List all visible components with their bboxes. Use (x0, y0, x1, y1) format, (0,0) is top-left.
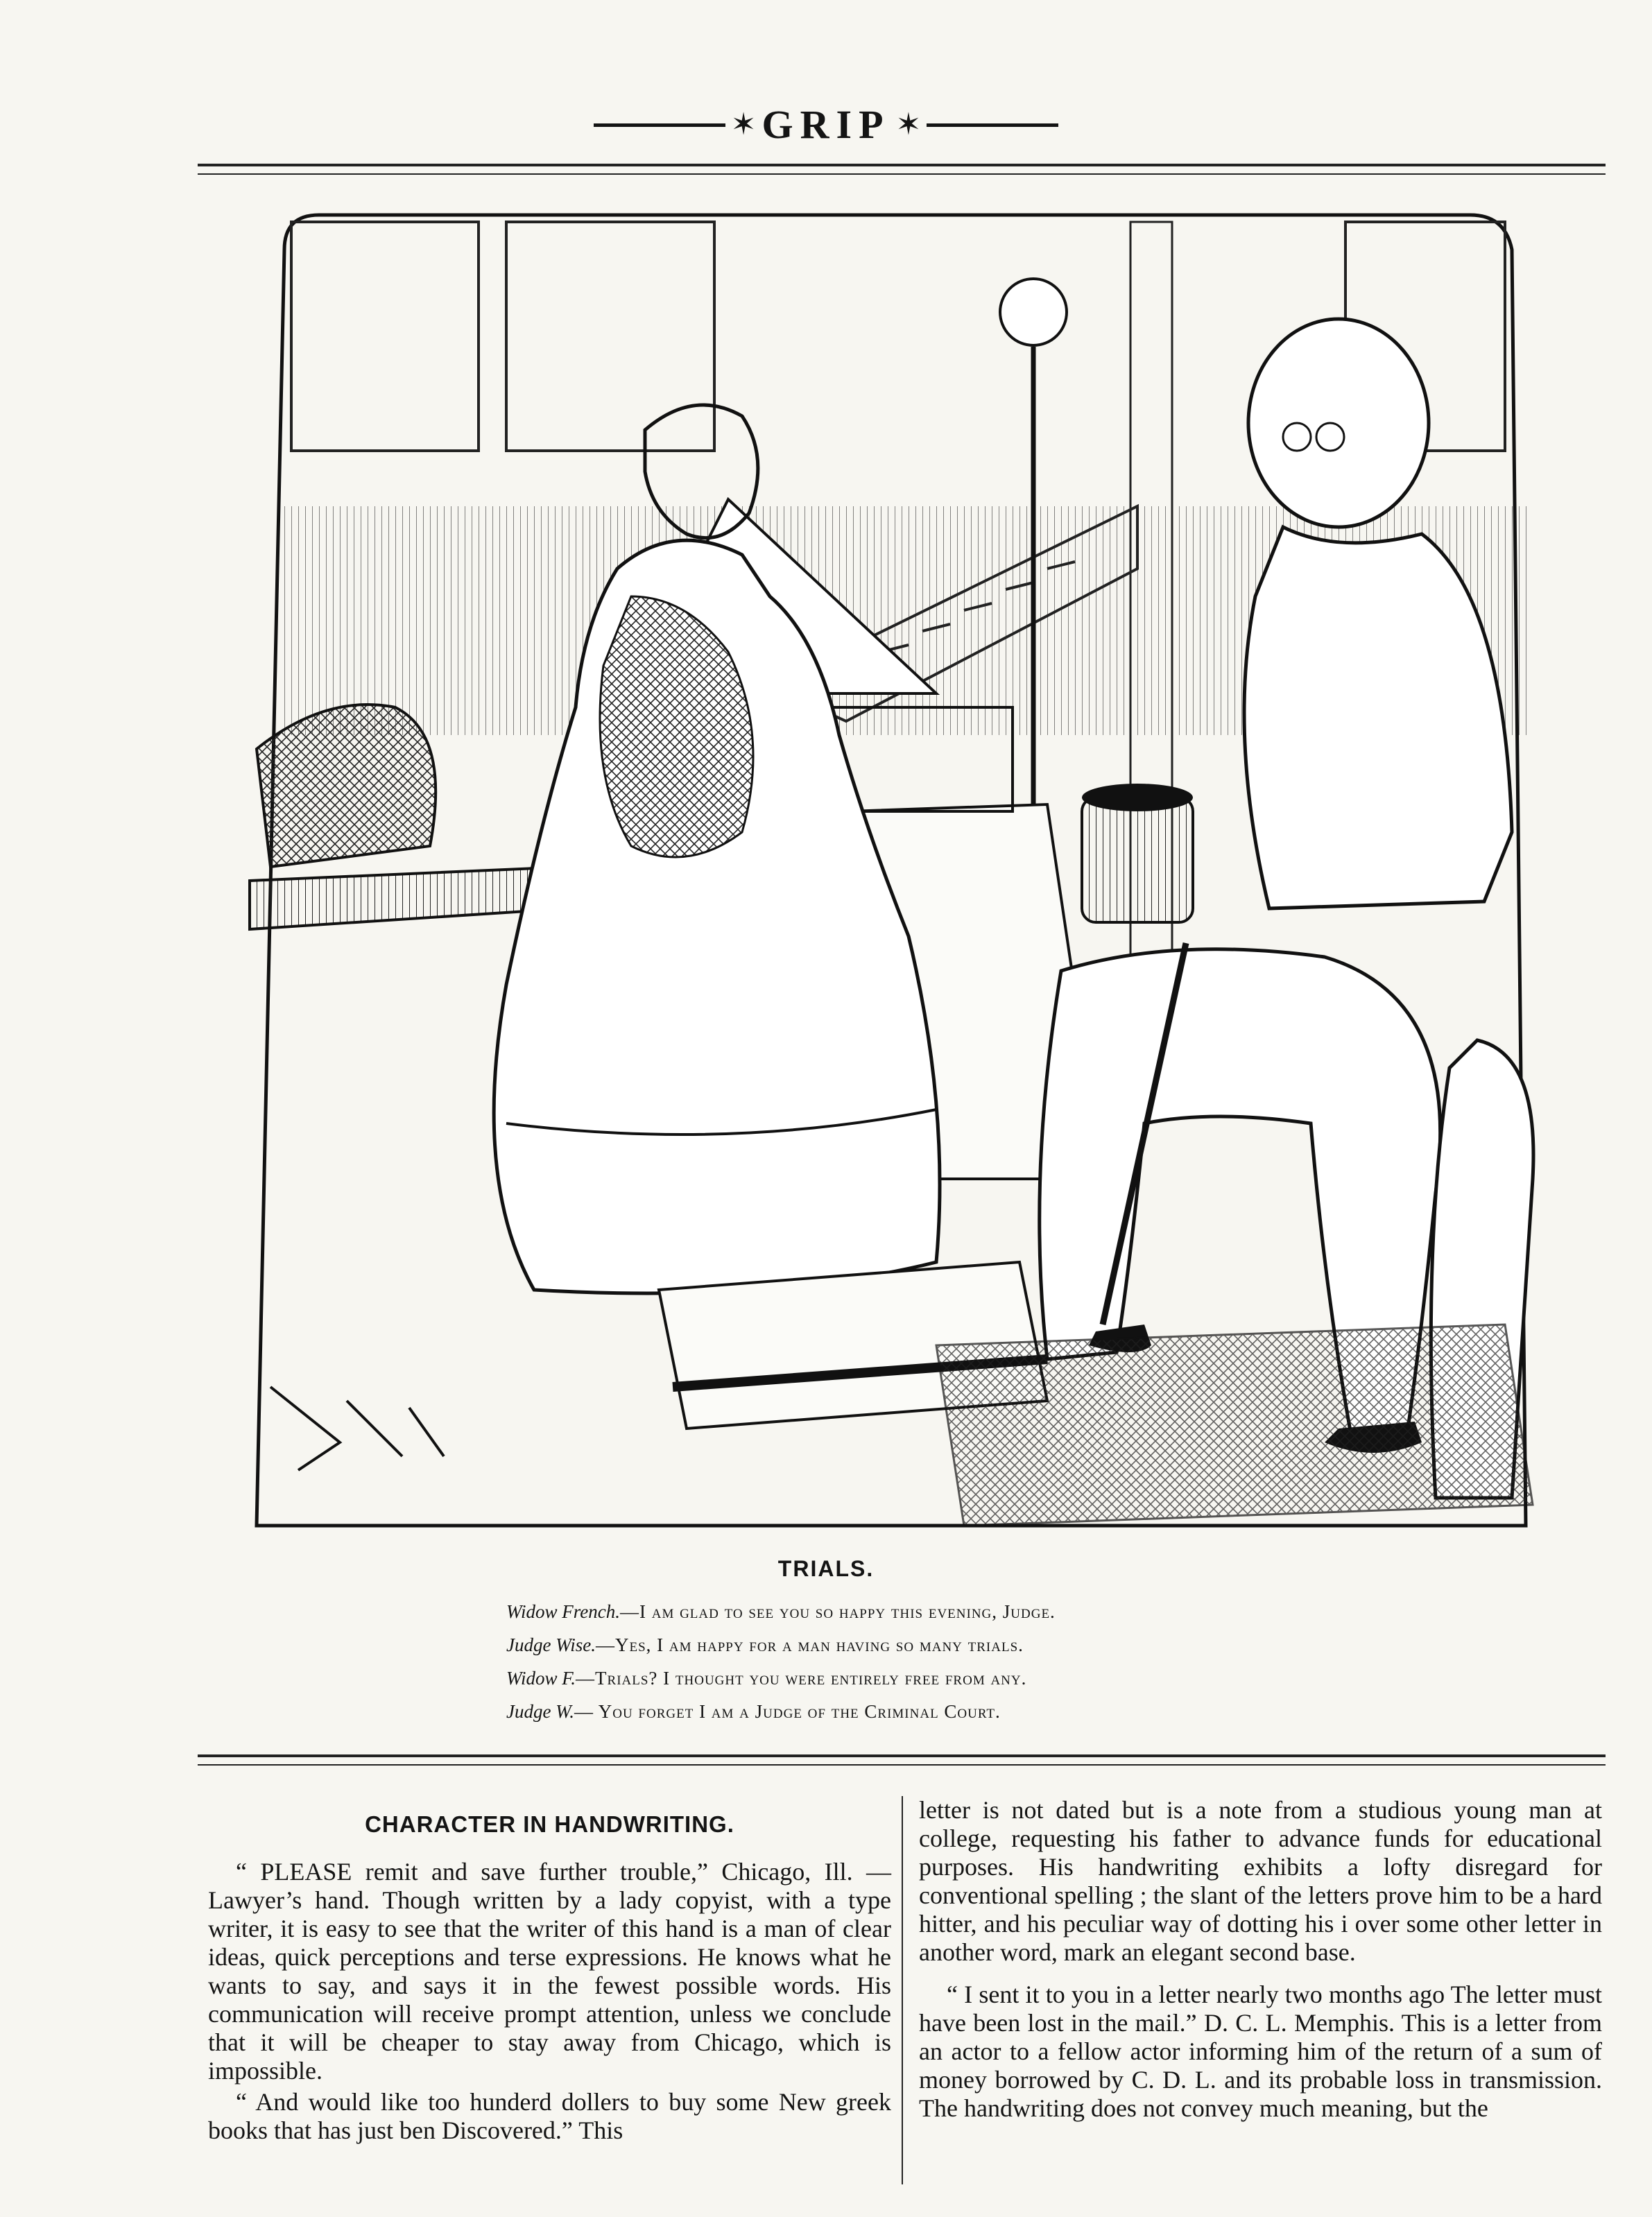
cartoon-drawing (243, 208, 1547, 1539)
masthead (0, 97, 1652, 153)
dialogue-line (506, 1628, 1408, 1662)
masthead-rule-left (594, 123, 725, 127)
dialogue-speaker: Judge Wise. (506, 1634, 596, 1655)
dialogue-speaker: Widow French. (506, 1601, 620, 1622)
masthead-star-icon: ✶ (730, 107, 757, 141)
section-rule (198, 1754, 1606, 1766)
article-right-column (919, 1796, 1602, 2125)
masthead-rule-right (927, 123, 1058, 127)
article-paragraph: “ PLEASE remit and save further trouble,” Chicago, Ill. —Lawyer’s hand. Though written by a lady copyist, with a type writer, it is easy to see that the writer of this hand is a man of clear ideas, quick perceptions and terse expressions. He knows what he wants to say, and says it in the fewest possible words. His communication will receive prompt attention, unless we conclude that it will be cheaper to stay away from Chicago, which is impossible. (208, 1858, 891, 2085)
header-rule (198, 164, 1606, 175)
dialogue-speaker: Judge W. (506, 1701, 574, 1722)
column-divider (902, 1796, 903, 2184)
cartoon-dialogue (506, 1595, 1408, 1728)
article-paragraph: “ And would like too hunderd dollers to buy some New greek books that has just ben Discovered.” This (208, 2088, 891, 2144)
dialogue-line (506, 1662, 1408, 1695)
article-left-column (208, 1796, 891, 2148)
cartoon-title: TRIALS. (777, 1556, 875, 1581)
dialogue-text: —Yes, I am happy for a man having so many trials. (595, 1634, 1024, 1655)
dialogue-text: —Trials? I thought you were entirely free from any. (576, 1668, 1027, 1689)
masthead-title: GRIP (762, 102, 890, 147)
dialogue-text: —I am glad to see you so happy this evening, Judge. (619, 1601, 1056, 1622)
article-paragraph: letter is not dated but is a note from a studious young man at college, requesting his father to advance funds for educational purposes. His handwriting exhibits a lofty disregard for conventional spelling ; the slant of the letters prove him to be a hard hitter, and his peculiar way of dotting his i over some other letter in another word, mark an elegant second base. (919, 1796, 1602, 1966)
dialogue-line (506, 1695, 1408, 1728)
cartoon-illustration (243, 208, 1547, 1539)
article-title: CHARACTER IN HANDWRITING. (365, 1811, 734, 1837)
dialogue-speaker: Widow F. (506, 1668, 576, 1689)
dialogue-text: — You forget I am a Judge of the Criminal Court. (574, 1701, 1001, 1722)
masthead-star-icon: ✶ (895, 107, 922, 141)
dialogue-line (506, 1595, 1408, 1628)
article-paragraph: “ I sent it to you in a letter nearly two months ago The letter must have been lost in the mail.” D. C. L. Memphis. This is a letter from an actor to a fellow actor informing him of the return of a sum of money borrowed by C. D. L. and its probable loss in transmission. The handwriting does not convey much meaning, but the (919, 1981, 1602, 2122)
